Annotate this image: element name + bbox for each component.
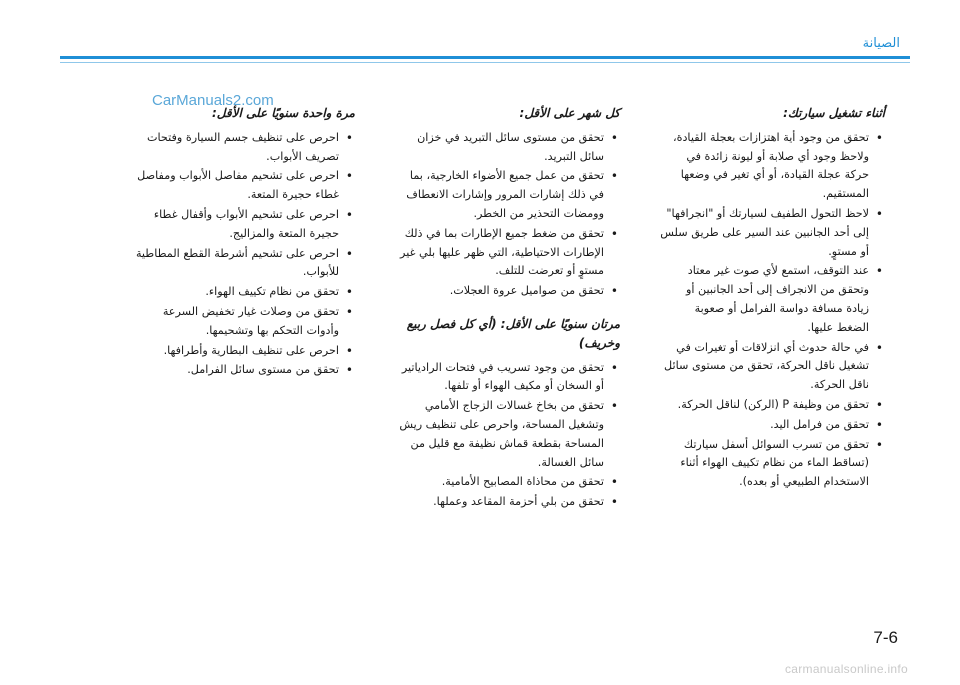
- list-item: • احرص على تشحيم أشرطة القطع المطاطية للأبواب.: [130, 245, 355, 283]
- list-item: • تحقق من محاذاة المصابيح الأمامية.: [395, 473, 620, 492]
- header-rule: [60, 56, 910, 59]
- column-monthly: [395, 104, 620, 513]
- list-item: • تحقق من صواميل عروة العجلات.: [395, 282, 620, 301]
- checklist: [130, 129, 355, 380]
- list-item: • تحقق من تسرب السوائل أسفل سيارتك (تساقط الماء من نظام تكييف الهواء أثناء الاستخدام الطبيعي أو بعده).: [660, 436, 885, 492]
- list-item: • احرص على تشحيم الأبواب وأقفال غطاء حجيرة المتعة والمزاليج.: [130, 206, 355, 244]
- list-item: • احرص على تنظيف جسم السيارة وفتحات تصريف الأبواب.: [130, 129, 355, 167]
- list-item: • تحقق من بلي أحزمة المقاعد وعملها.: [395, 493, 620, 512]
- header-rule-thin: [60, 62, 910, 63]
- column-yearly: [130, 104, 355, 381]
- footer-watermark: carmanualsonline.info: [784, 662, 908, 676]
- list-item: • تحقق من نظام تكييف الهواء.: [130, 283, 355, 302]
- list-item: • تحقق من ضغط جميع الإطارات بما في ذلك الإطارات الاحتياطية، التي ظهر عليها بلي غير مستوٍ أو تعرضت للتلف.: [395, 225, 620, 281]
- column-heading: مرة واحدة سنويًا على الأقل:: [212, 106, 355, 120]
- list-item: • تحقق من مستوى سائل التبريد في خزان سائل التبريد.: [395, 129, 620, 167]
- watermark-link[interactable]: CarManuals2.com: [152, 92, 274, 109]
- list-item: • احرص على تشحيم مفاصل الأبواب ومفاصل غطاء حجيرة المتعة.: [130, 167, 355, 205]
- page-number: 7-6: [873, 628, 898, 647]
- list-item: • تحقق من وصلات غيار تخفيض السرعة وأدوات التحكم بها وتشحيمها.: [130, 303, 355, 341]
- list-item: • في حالة حدوث أي انزلاقات أو تغيرات في تشغيل ناقل الحركة، تحقق من مستوى سائل ناقل الحركة.: [660, 339, 885, 395]
- list-item: • تحقق من عمل جميع الأضواء الخارجية، بما في ذلك إشارات المرور وإشارات الانعطاف وومضات التحذير من الخطر.: [395, 167, 620, 223]
- checklist: [395, 359, 620, 512]
- list-item: • تحقق من وجود أية اهتزازات بعجلة القيادة، ولاحظ وجود أي صلابة أو ليونة زائدة في حركة عجلة القيادة، أو أي تغير في وضعها المستقيم.: [660, 129, 885, 204]
- column-heading: كل شهر على الأقل:: [519, 106, 620, 120]
- checklist: [660, 129, 885, 492]
- list-item: • تحقق من وظيفة P (الركن) لناقل الحركة.: [660, 396, 885, 415]
- section-title: الصيانة: [862, 36, 900, 51]
- column-while-driving: [660, 104, 885, 493]
- list-item: • احرص على تنظيف البطارية وأطرافها.: [130, 342, 355, 361]
- list-item: • عند التوقف، استمع لأي صوت غير معتاد وتحقق من الانجراف إلى أحد الجانبين أو زيادة مسافة دواسة الفرامل أو صعوبة الضغط عليها.: [660, 262, 885, 337]
- checklist: [395, 129, 620, 301]
- list-item: • تحقق من بخاخ غسالات الزجاج الأمامي وتشغيل المساحة، واحرص على تنظيف ريش المساحة بقطعة قماش نظيفة مع قليل من سائل الغسالة.: [395, 397, 620, 472]
- column-heading: أثناء تشغيل سيارتك:: [783, 106, 885, 120]
- list-item: • لاحظ التحول الطفيف لسيارتك أو "انجرافها" إلى أحد الجانبين عند السير على طريق سلس أو مستوٍ.: [660, 205, 885, 261]
- list-item: • تحقق من فرامل اليد.: [660, 416, 885, 435]
- column-subheading: مرتان سنويًا على الأقل: (أي كل فصل ربيع وخريف): [406, 316, 620, 350]
- list-item: • تحقق من مستوى سائل الفرامل.: [130, 361, 355, 380]
- list-item: • تحقق من وجود تسريب في فتحات الرادياتير أو السخان أو مكيف الهواء أو تلفها.: [395, 359, 620, 397]
